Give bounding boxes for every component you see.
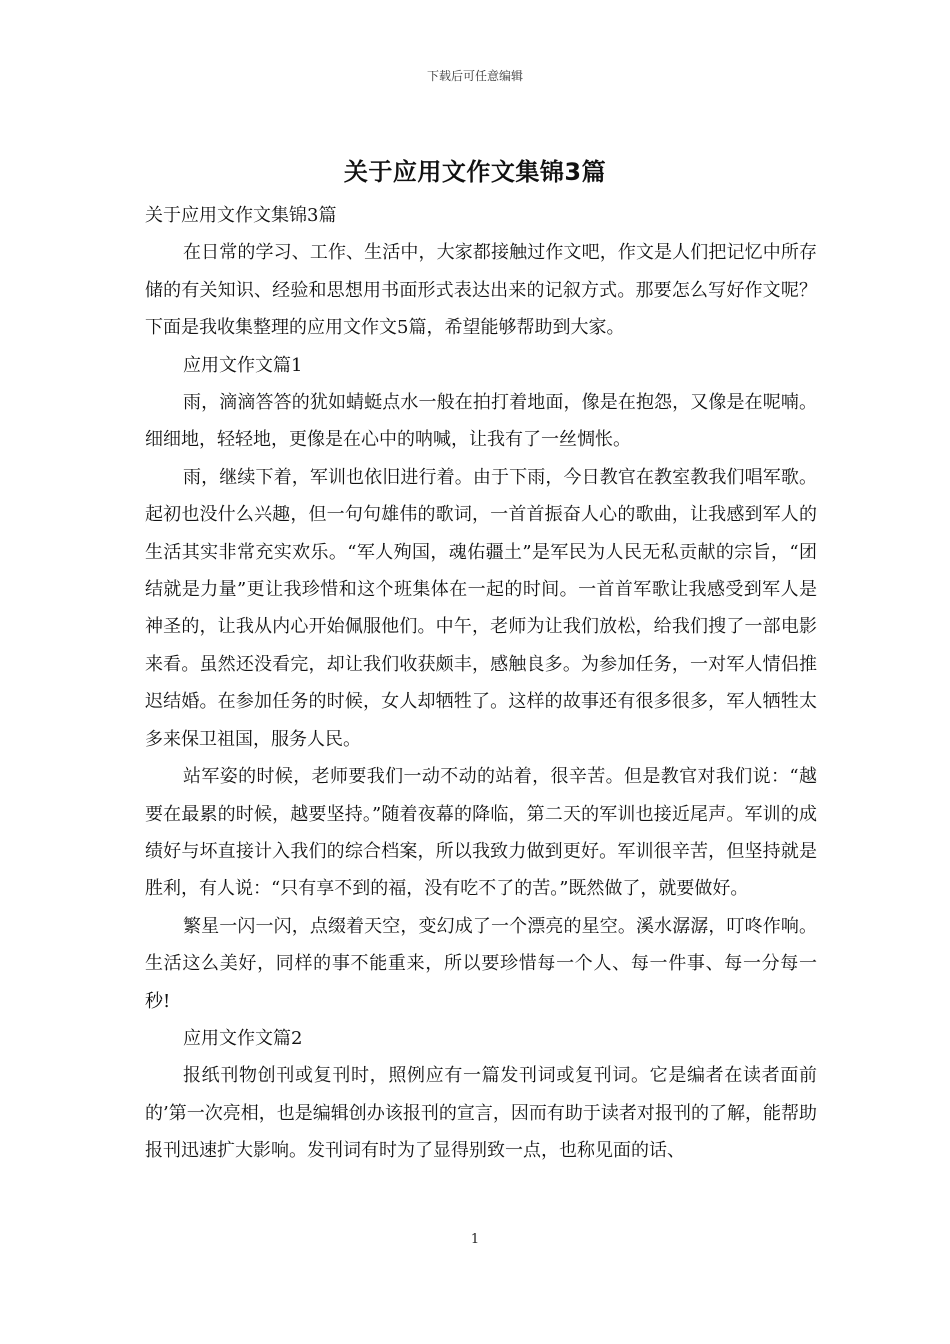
paragraph: 站军姿的时候，老师要我们一动不动的站着，很辛苦。但是教官对我们说：“越要在最累的时候，越要坚持。”随着夜幕的降临，第二天的军训也接近尾声。军训的成绩好与坏直接计入我们的综合档案，所以我致力做到更好。军训很辛苦，但坚持就是胜利，有人说：“只有享不到的福，没有吃不了的苦。”既然做了，就要做好。	[145, 766, 817, 900]
subtitle-line: 关于应用文作文集锦3篇	[145, 205, 337, 226]
document-body	[145, 197, 817, 1170]
section-heading-2: 应用文作文篇2	[183, 1027, 303, 1049]
paragraph: 雨，滴滴答答的犹如蜻蜓点水一般在拍打着地面，像是在抱怨，又像是在呢喃。细细地，轻轻地，更像是在心中的呐喊，让我有了一丝惆怅。	[145, 392, 817, 451]
paragraph-intro: 在日常的学习、工作、生活中，大家都接触过作文吧，作文是人们把记忆中所存储的有关知识、经验和思想用书面形式表达出来的记叙方式。那要怎么写好作文呢？下面是我收集整理的应用文作文5篇，希望能够帮助到大家。	[145, 242, 817, 339]
paragraph: 雨，继续下着，军训也依旧进行着。由于下雨，今日教官在教室教我们唱军歌。起初也没什么兴趣，但一句句雄伟的歌词，一首首振奋人心的歌曲，让我感到军人的生活其实非常充实欢乐。“军人殉国，魂佑疆土”是军民为人民无私贡献的宗旨，“团结就是力量”更让我珍惜和这个班集体在一起的时间。一首首军歌让我感受到军人是神圣的，让我从内心开始佩服他们。中午，老师为让我们放松，给我们搜了一部电影来看。虽然还没看完，却让我们收获颇丰，感触良多。为参加任务，一对军人情侣推迟结婚。在参加任务的时候，女人却牺牲了。这样的故事还有很多很多，军人牺牲太多来保卫祖国，服务人民。	[145, 466, 817, 750]
section-heading-1: 应用文作文篇1	[183, 354, 303, 376]
paragraph: 报纸刊物创刊或复刊时，照例应有一篇发刊词或复刊词。它是编者在读者面前的’第一次亮相，也是编辑创办该报刊的宣言，因而有助于读者对报刊的了解，能帮助报刊迅速扩大影响。发刊词有时为了显得别致一点，也称见面的话、	[145, 1065, 817, 1162]
page-number: 1	[470, 1232, 480, 1247]
paragraph: 繁星一闪一闪，点缀着天空，变幻成了一个漂亮的星空。溪水潺潺，叮咚作响。生活这么美好，同样的事不能重来，所以要珍惜每一个人、每一件事、每一分每一秒!	[145, 915, 817, 1012]
document-title: 关于应用文作文集锦3篇	[343, 158, 607, 186]
page-header-note: 下载后可任意编辑	[426, 69, 523, 83]
